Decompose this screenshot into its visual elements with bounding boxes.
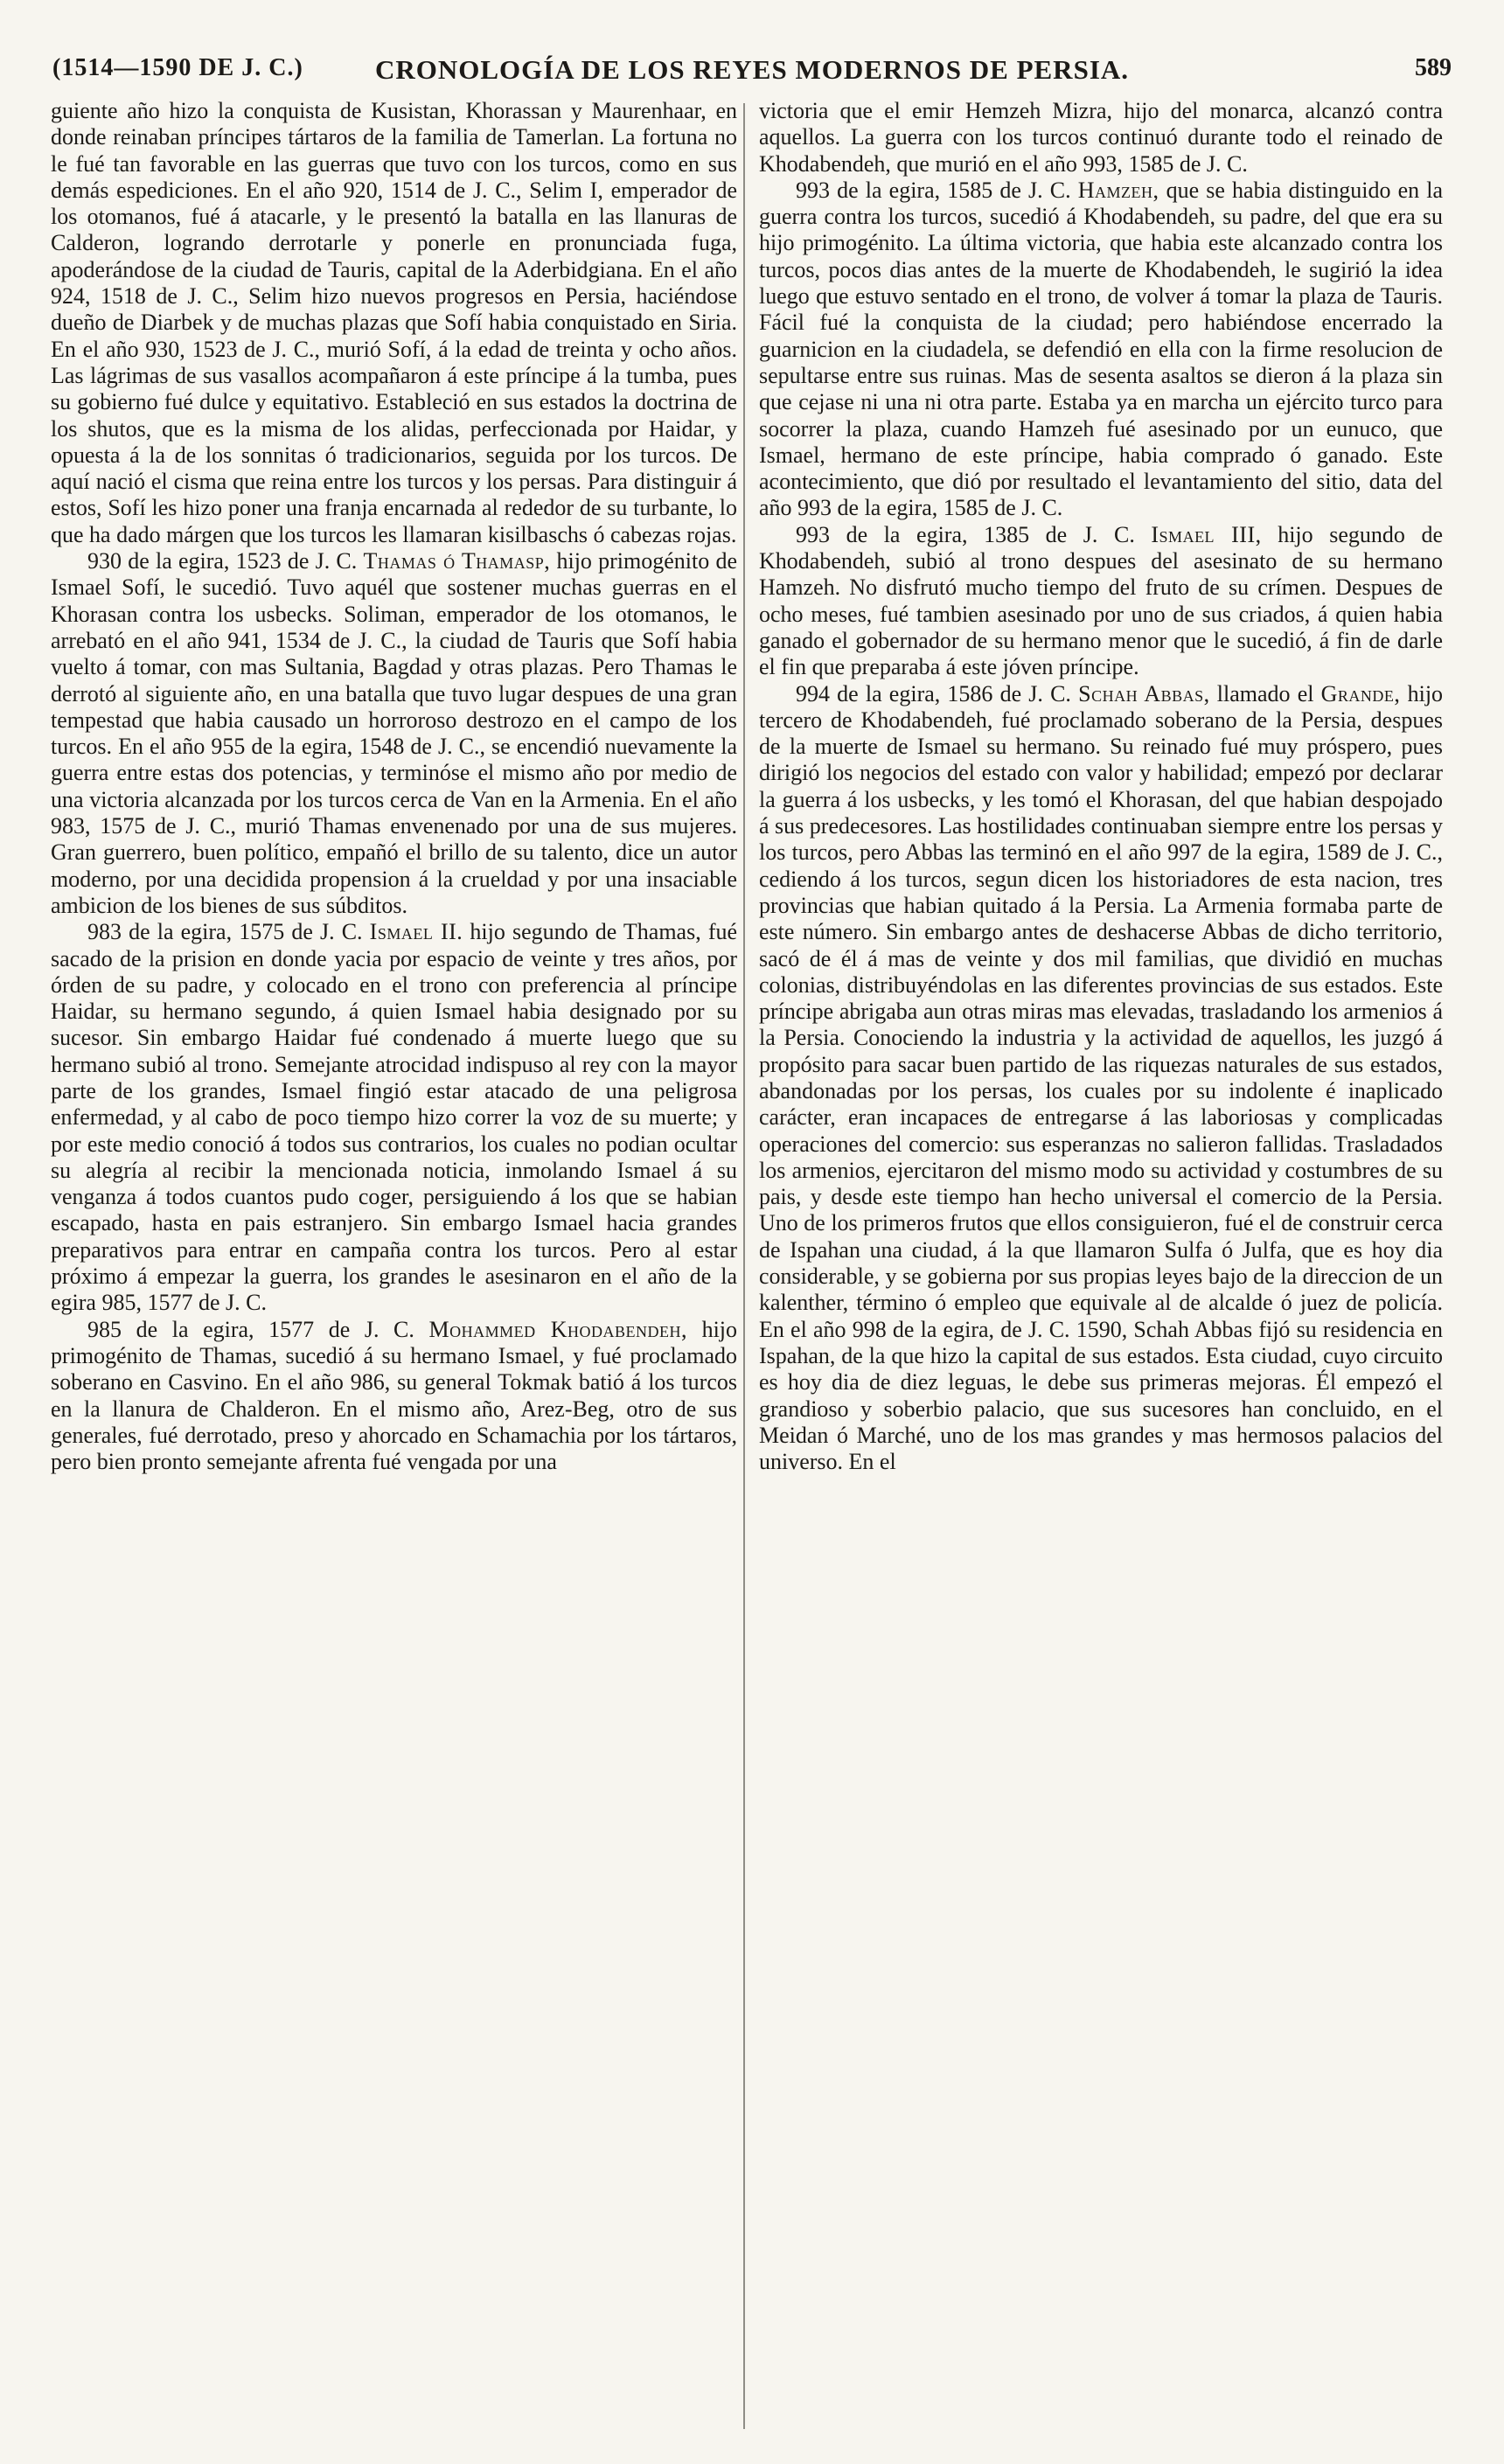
- page-header: [52, 54, 1452, 93]
- paragraph: [759, 681, 1443, 1476]
- entry-text: hijo primogénito de Ismael Sofí, le sucedió. Tuvo aquél que sostener muchas guerras en el Khorasan contra los usbecks. Soliman, emperador de los otomanos, le arrebató en el año 941, 1534 de J. C., la ciudad de Tauris que Sofí habia vuelto á tomar, con mas Sultania, Bagdad y otras plazas. Pero Thamas le derrotó al siguiente año, en una batalla que tuvo lugar despues de una gran tempestad que habia causado un horroroso destrozo en el campo de los turcos. En el año 955 de la egira, 1548 de J. C., se encendió nuevamente la guerra entre estas dos potencias, y terminóse el mismo año por medio de una victoria alcanzada por los turcos cerca de Van en la Armenia. En el año 983, 1575 de J. C., murió Thamas envenenado por una de sus mujeres. Gran guerrero, buen político, empañó el brillo de su talento, dice un autor moderno, por una decidida propension á la crueldad y por una insaciable ambicion de los bienes de sus súbditos.: [51, 548, 737, 918]
- left-column: [51, 98, 737, 1475]
- entry-text: hijo primogénito de Thamas, sucedió á su hermano Ismael, y fué proclamado soberano en Casvino. En el año 986, su general Tokmak batió á los turcos en la llanura de Chalderon. En el mismo año, Arez-Beg, otro de sus generales, fué derrotado, preso y ahorcado en Schamachia por los tártaros, pero bien pronto semejante afrenta fué vengada por una: [51, 1316, 738, 1475]
- entry-date: 993 de la egira, 1585 de J. C.: [796, 177, 1071, 203]
- entry-text: hijo segundo de Khodabendeh, subió al trono despues del asesinato de su hermano Hamzeh. No disfrutó mucho tiempo del fruto de su crímen. Despues de ocho meses, fué tambien asesinado por uno de sus criados, á quien habia ganado el gobernador de su hermano menor que le sucedió, á fin de darle el fin que preparaba á este jóven príncipe.: [759, 521, 1443, 680]
- entry-text: que se habia distinguido en la guerra contra los turcos, sucedió á Khodabendeh, su padre, del que era su hijo primogénito. La última victoria, que habia este alcanzado contra los turcos, pocos dias antes de la muerte de Khodabendeh, le sugirió la idea luego que estuvo sentado en el trono, de volver á tomar la plaza de Tauris. Fácil fué la conquista de la ciudad; pero habiéndose encerrado la guarnicion en la ciudadela, se defendió en ella con la firme resolucion de sepultarse entre sus ruinas. Mas de sesenta asaltos se dieron á la plaza sin que cejase ni una ni otra parte. Estaba ya en marcha un ejército turco para socorrer la plaza, cuando Hamzeh fué asesinado por un eunuco, que Ismael, hermano de este príncipe, habia comprado ó ganado. Este acontecimiento, que dió por resultado el levantamiento del sitio, data del año 993 de la egira, 1585 de J. C.: [759, 177, 1444, 521]
- paragraph: [759, 177, 1443, 522]
- entry-text: llamado el: [1216, 680, 1314, 706]
- paragraph: [51, 919, 737, 1316]
- column-divider: [743, 103, 745, 2429]
- entry-text: hijo segundo de Thamas, fué sacado de la prision en donde yacia por espacio de veinte y tres años, por órden de su padre, y colocado en el trono con preferencia al príncipe Haidar, su hermano segundo, á quien Ismael habia designado por su sucesor. Sin embargo Haidar fué condenado á muerte luego que su hermano subió al trono. Semejante atrocidad indispuso al rey con la mayor parte de los grandes, Ismael fingió estar atacado de una peligrosa enfermedad, y al cabo de poco tiempo hizo correr la voz de su muerte; y por este medio conoció á todos sus contrarios, los cuales no podian ocultar su alegría al recibir la mencionada noticia, inmolando Ismael á su venganza á todos cuantos pudo coger, persiguiendo á los que se habian escapado, hasta en pais estranjero. Sin embargo Ismael hacia grandes preparativos para entrar en campaña contra los turcos. Pero al estar próximo á empezar la guerra, los grandes le asesinaron en el año de la egira 985, 1577 de J. C.: [51, 919, 738, 1316]
- page-title: CRONOLOGÍA DE LOS REYES MODERNOS DE PERSIA.: [374, 54, 1130, 85]
- right-column: [759, 98, 1443, 1475]
- ruler-name: Hamzeh,: [1077, 177, 1159, 203]
- paragraph: [51, 1317, 737, 1476]
- ruler-name: Ismael III,: [1151, 521, 1262, 547]
- entry-text: hijo tercero de Khodabendeh, fué proclamado soberano de la Persia, despues de la muerte de Ismael su hermano. Su reinado fué muy próspero, pues dirigió los negocios del estado con valor y habilidad; empezó por declarar la guerra á los usbecks, y les tomó el Khorasan, del que habian despojado á sus predecesores. Las hostilidades continuaban siempre entre los persas y los turcos, pero Abbas las terminó en el año 997 de la egira, 1589 de J. C., cediendo á los turcos, segun dicen los historiadores de esta nacion, tres provincias que habian quitado á la Persia. La Armenia formaba parte de este número. Sin embargo antes de deshacerse Abbas de dicho territorio, sacó de él á mas de veinte y dos mil familias, que dividió en muchas colonias, distribuyéndolas en las diferentes provincias de sus estados. Este príncipe abrigaba aun otras miras mas elevadas, trasladando los armenios á la Persia. Conociendo la industria y la actividad de aquellos, les juzgó á propósito para sacar buen partido de las riquezas naturales de sus estados, abandonadas por los persas, los cuales por su indolente é inaplicado carácter, eran incapaces de entregarse á las laboriosas y complicadas operaciones del comercio: sus esperanzas no salieron fallidas. Trasladados los armenios, ejercitaron del mismo modo su actividad y costumbres de su pais, y desde este tiempo han hecho universal el comercio de la Persia. Uno de los primeros frutos que ellos consiguieron, fué el de construir cerca de Ispahan una ciudad, á la que llamaron Sulfa ó Julfa, que es hoy dia considerable, y se gobierna por sus propias leyes bajo de la direccion de un kalenther, término ó empleo que equivale al de alcalde ó juez de policía. En el año 998 de la egira, de J. C. 1590, Schah Abbas fijó su residencia en Ispahan, de la que hizo la capital de sus estados. Esta ciudad, cuyo circuito es hoy dia de diez leguas, le debe sus primeras mejoras. Él empezó el grandioso y soberbio palacio, que sus sucesores han concluido, en el Meidan ó Marché, uno de los mas grandes y mas hermosos palacios del universo. En el: [759, 680, 1444, 1475]
- ruler-name: Thamas ó Thamasp,: [363, 548, 551, 574]
- entry-date: 985 de la egira, 1577 de J. C.: [87, 1316, 414, 1342]
- paragraph: [51, 548, 737, 919]
- paragraph: victoria que el emir Hemzeh Mizra, hijo del monarca, alcanzó contra aquellos. La guerra con los turcos continuó durante todo el reinado de Khodabendeh, que murió en el año 993, 1585 de J. C.: [759, 98, 1443, 177]
- entry-date: 994 de la egira, 1586 de J. C.: [796, 680, 1071, 706]
- ruler-name: Mohammed Khodabendeh,: [428, 1316, 687, 1342]
- paragraph: [759, 522, 1443, 681]
- ruler-name: Schah Abbas,: [1078, 680, 1210, 706]
- entry-date: 993 de la egira, 1385 de J. C.: [796, 521, 1135, 547]
- page-number: 589: [1415, 54, 1452, 81]
- ruler-epithet: Grande,: [1320, 680, 1401, 706]
- ruler-name: Ismael II.: [369, 919, 463, 945]
- entry-date: 930 de la egira, 1523 de J. C.: [87, 548, 358, 574]
- entry-date: 983 de la egira, 1575 de J. C.: [87, 919, 363, 945]
- paragraph: guiente año hizo la conquista de Kusistan, Khorassan y Maurenhaar, en donde reinaban príncipes tártaros de la familia de Tamerlan. La fortuna no le fué tan favorable en las guerras que tuvo con los turcos, como en sus demás espediciones. En el año 920, 1514 de J. C., Selim I, emperador de los otomanos, fué á atacarle, y le presentó la batalla en las llanuras de Calderon, logrando derrotarle y ponerle en pronunciada fuga, apoderándose de la ciudad de Tauris, capital de la Aderbidgiana. En el año 924, 1518 de J. C., Selim hizo nuevos progresos en Persia, haciéndose dueño de Diarbek y de muchas plazas que Sofí habia conquistado en Siria. En el año 930, 1523 de J. C., murió Sofí, á la edad de treinta y ocho años. Las lágrimas de sus vasallos acompañaron á este príncipe á la tumba, pues su gobierno fué dulce y equitativo. Estableció en sus estados la doctrina de los shutos, que es la misma de los alidas, perfeccionada por Haidar, y opuesta á la de los sonnitas ó tradicionarios, seguida por los turcos. De aquí nació el cisma que reina entre los turcos y los persas. Para distinguir á estos, Sofí les hizo poner una franja encarnada al rededor de su turbante, lo que ha dado márgen que los turcos les llamaran kisilbaschs ó cabezas rojas.: [51, 98, 737, 547]
- date-range: (1514—1590 DE J. C.): [52, 54, 303, 81]
